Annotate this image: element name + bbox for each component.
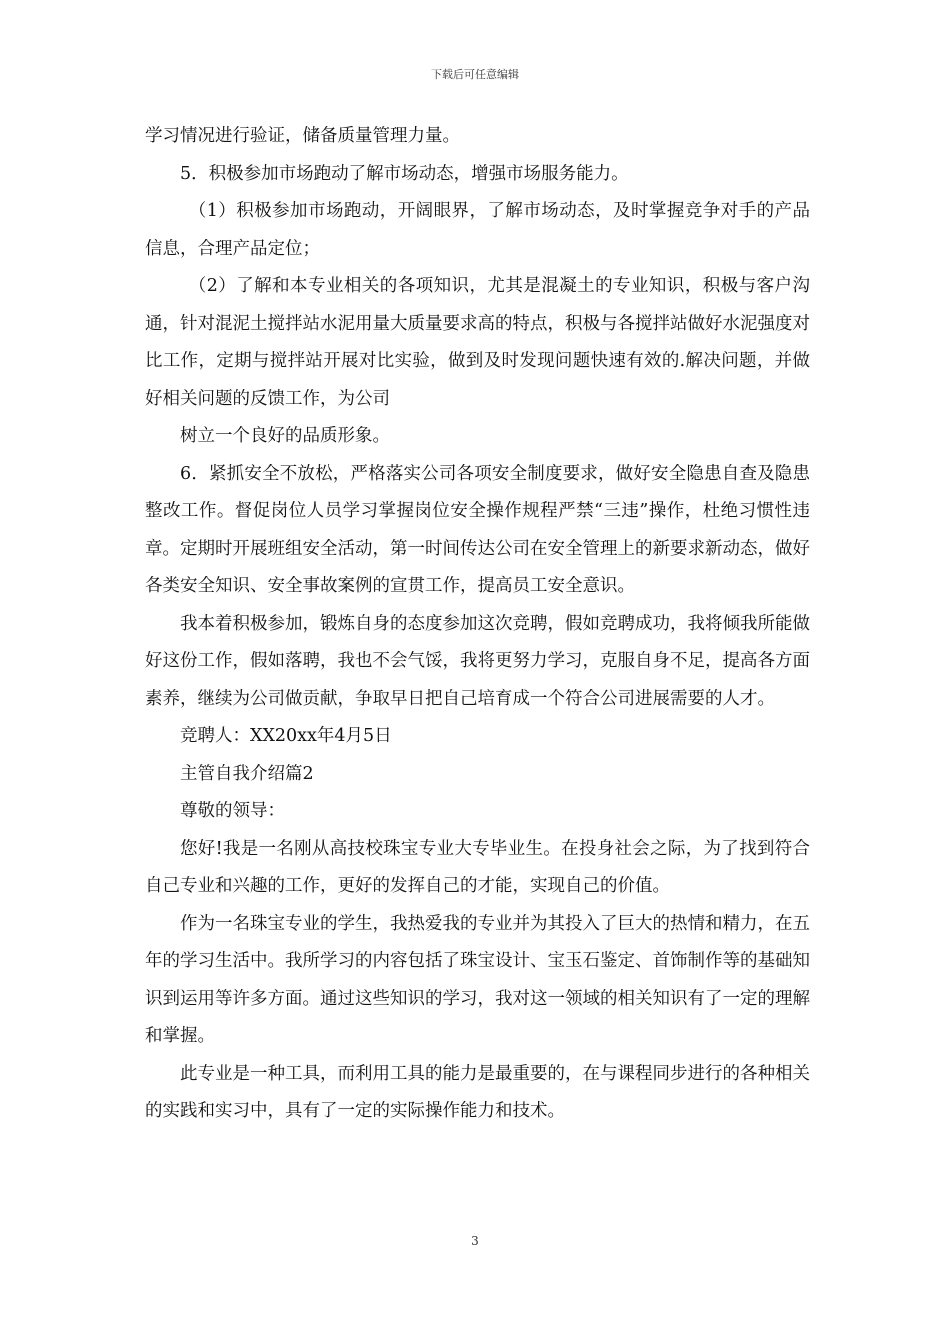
paragraph: 5．积极参加市场跑动了解市场动态，增强市场服务能力。 bbox=[180, 163, 629, 184]
signature-line: 竞聘人：XX20xx年4月5日 bbox=[180, 726, 392, 746]
paragraph: 学习情况进行验证，储备质量管理力量。 bbox=[145, 126, 460, 146]
page-number: 3 bbox=[471, 1234, 479, 1248]
salutation: 尊敬的领导： bbox=[180, 801, 285, 821]
paragraph: 6．紧抓安全不放松，严格落实公司各项安全制度要求，做好安全隐患自查及隐患整改工作。督促岗位人员学习掌握岗位安全操作规程严禁“三违”操作，杜绝习惯性违章。定期时开展班组安全活动，第一时间传达公司在安全管理上的新要求新动态，做好各类安全知识、安全事故案例的宣贯工作，提高员工安全意识。 bbox=[145, 463, 810, 596]
page-header: 下载后可任意编辑 bbox=[431, 68, 519, 81]
paragraph: （2）了解和本专业相关的各项知识，尤其是混凝土的专业知识，积极与客户沟通，针对混泥土搅拌站水泥用量大质量要求高的特点，积极与各搅拌站做好水泥强度对比工作，定期与搅拌站开展对比实验，做到及时发现问题快速有效的.解决问题，并做好相关问题的反馈工作，为公司 bbox=[145, 276, 810, 409]
paragraph: 作为一名珠宝专业的学生，我热爱我的专业并为其投入了巨大的热情和精力，在五年的学习生活中。我所学习的内容包括了珠宝设计、宝玉石鉴定、首饰制作等的基础知识到运用等许多方面。通过这些知识的学习，我对这一领域的相关知识有了一定的理解和掌握。 bbox=[145, 913, 810, 1046]
paragraph: 此专业是一种工具，而利用工具的能力是最重要的，在与课程同步进行的各种相关的实践和实习中，具有了一定的实际操作能力和技术。 bbox=[145, 1063, 810, 1121]
paragraph: 我本着积极参加，锻炼自身的态度参加这次竞聘，假如竞聘成功，我将倾我所能做好这份工作，假如落聘，我也不会气馁，我将更努力学习，克服自身不足，提高各方面素养，继续为公司做贡献，争取早日把自己培育成一个符合公司进展需要的人才。 bbox=[145, 613, 810, 709]
document-body bbox=[145, 118, 810, 1131]
paragraph: （1）积极参加市场跑动，开阔眼界，了解市场动态，及时掌握竞争对手的产品信息，合理产品定位； bbox=[145, 201, 810, 259]
paragraph: 您好!我是一名刚从高技校珠宝专业大专毕业生。在投身社会之际，为了找到符合自己专业和兴趣的工作，更好的发挥自己的才能，实现自己的价值。 bbox=[145, 838, 810, 896]
paragraph: 树立一个良好的品质形象。 bbox=[180, 426, 390, 446]
section-title: 主管自我介绍篇2 bbox=[180, 763, 314, 784]
